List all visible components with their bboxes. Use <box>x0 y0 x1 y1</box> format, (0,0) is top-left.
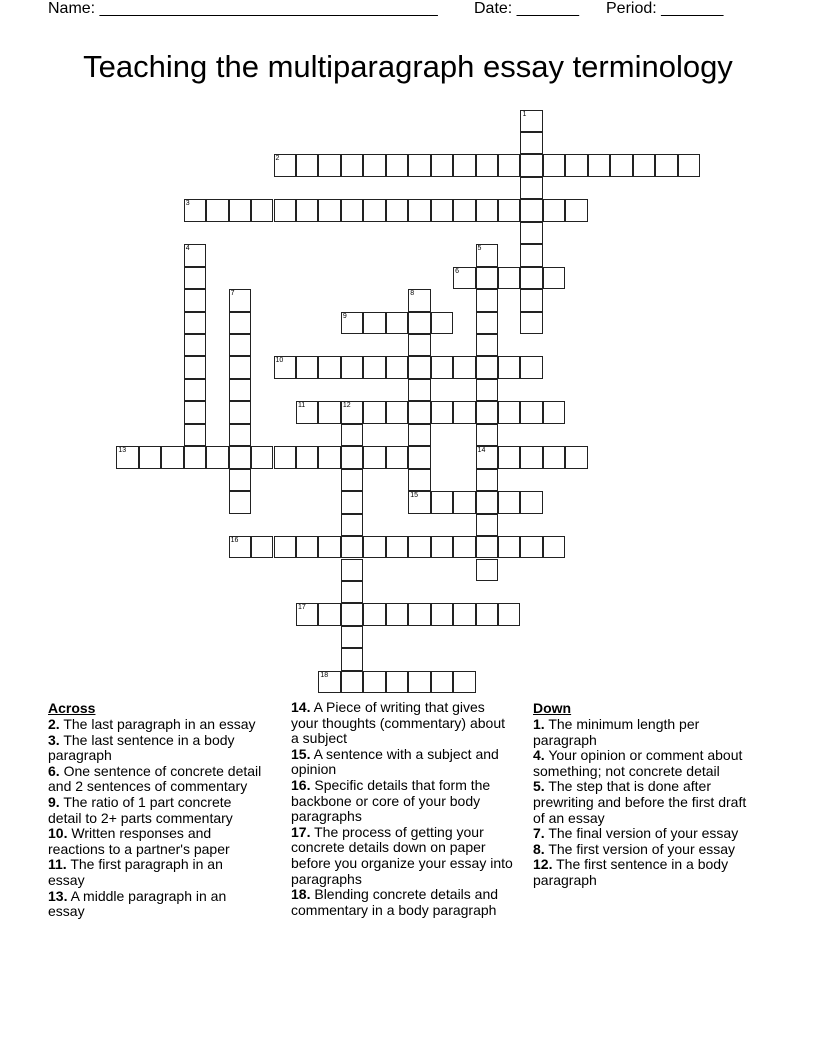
crossword-cell[interactable] <box>588 154 610 176</box>
across-clues <box>48 700 263 920</box>
crossword-cell[interactable] <box>498 267 520 289</box>
crossword-cell[interactable] <box>408 289 430 311</box>
crossword-cell[interactable] <box>318 154 340 176</box>
clue-number: 18 <box>320 671 329 679</box>
clue-text: Your opinion or comment about something; not concrete detail <box>533 747 743 779</box>
crossword-cell[interactable] <box>229 312 251 334</box>
crossword-cell[interactable] <box>386 671 408 693</box>
crossword-cell[interactable] <box>498 356 520 378</box>
crossword-cell[interactable] <box>565 154 587 176</box>
clue-text: Specific details that form the backbone or core of your body paragraphs <box>291 776 491 825</box>
clue-text: The ratio of 1 part concrete detail to 2+ parts commentary <box>48 793 233 826</box>
crossword-cell[interactable] <box>363 401 385 423</box>
crossword-cell[interactable] <box>476 379 498 401</box>
crossword-cell[interactable] <box>543 536 565 558</box>
crossword-cell[interactable] <box>408 491 430 513</box>
crossword-cell[interactable] <box>476 289 498 311</box>
crossword-cell[interactable] <box>229 334 251 356</box>
crossword-cell[interactable] <box>363 671 385 693</box>
crossword-cell[interactable] <box>184 356 206 378</box>
crossword-cell[interactable] <box>520 222 542 244</box>
clue-text: One sentence of concrete detail and 2 sentences of commentary <box>48 762 262 795</box>
crossword-cell[interactable] <box>408 356 430 378</box>
crossword-cell[interactable] <box>184 334 206 356</box>
crossword-cell[interactable] <box>274 446 296 468</box>
clue-text: The first paragraph in an essay <box>48 856 223 888</box>
crossword-cell[interactable] <box>476 603 498 625</box>
crossword-cell[interactable] <box>476 312 498 334</box>
crossword-cell[interactable] <box>453 536 475 558</box>
clue-item <box>533 748 755 779</box>
crossword-cell[interactable] <box>520 401 542 423</box>
clue-number-label: 13. <box>48 887 68 904</box>
crossword-cell[interactable] <box>498 199 520 221</box>
clue-number: 8 <box>410 290 415 298</box>
clue-number: 12 <box>342 402 351 410</box>
clue-item <box>533 842 755 858</box>
crossword-cell[interactable] <box>520 267 542 289</box>
clue-number-label: 8. <box>533 840 545 857</box>
clue-item <box>48 733 263 764</box>
crossword-cell[interactable] <box>296 199 318 221</box>
crossword-cell[interactable] <box>453 671 475 693</box>
period-field-label: Period: _______ <box>606 0 724 17</box>
crossword-cell[interactable] <box>274 199 296 221</box>
clue-number: 4 <box>185 245 190 253</box>
crossword-cell[interactable] <box>520 110 542 132</box>
clue-item <box>533 826 755 842</box>
crossword-cell[interactable] <box>341 626 363 648</box>
crossword-cell[interactable] <box>341 424 363 446</box>
crossword-cell[interactable] <box>341 536 363 558</box>
crossword-cell[interactable] <box>476 267 498 289</box>
crossword-cell[interactable] <box>184 267 206 289</box>
crossword-cell[interactable] <box>386 154 408 176</box>
crossword-cell[interactable] <box>565 199 587 221</box>
clue-number-label: 2. <box>48 716 60 732</box>
clue-text: The first version of your essay <box>544 840 736 857</box>
crossword-cell[interactable] <box>476 491 498 513</box>
crossword-cell[interactable] <box>476 401 498 423</box>
crossword-cell[interactable] <box>229 289 251 311</box>
clue-number-label: 18. <box>291 886 311 903</box>
clue-number: 7 <box>230 290 235 298</box>
crossword-cell[interactable] <box>251 536 273 558</box>
clue-number-label: 5. <box>533 778 545 795</box>
crossword-cell[interactable] <box>655 154 677 176</box>
across-clues-continued <box>291 700 513 918</box>
crossword-cell[interactable] <box>229 356 251 378</box>
crossword-cell[interactable] <box>341 559 363 581</box>
crossword-cell[interactable] <box>408 469 430 491</box>
crossword-cell[interactable] <box>520 244 542 266</box>
crossword-cell[interactable] <box>386 312 408 334</box>
crossword-cell[interactable] <box>206 199 228 221</box>
crossword-cell[interactable] <box>543 446 565 468</box>
crossword-cell[interactable] <box>476 199 498 221</box>
crossword-cell[interactable] <box>341 603 363 625</box>
clue-text: The process of getting your concrete details down on paper before you organize your essay into paragraphs <box>291 823 513 887</box>
crossword-cell[interactable] <box>476 446 498 468</box>
crossword-cell[interactable] <box>139 446 161 468</box>
clue-number-label: 6. <box>48 762 60 779</box>
crossword-cell[interactable] <box>431 671 453 693</box>
crossword-cell[interactable] <box>431 312 453 334</box>
crossword-cell[interactable] <box>498 446 520 468</box>
crossword-cell[interactable] <box>341 469 363 491</box>
clue-number-label: 3. <box>48 731 60 748</box>
clue-number: 2 <box>275 155 280 163</box>
clue-item <box>533 857 755 888</box>
crossword-cell[interactable] <box>296 446 318 468</box>
crossword-cell[interactable] <box>296 154 318 176</box>
crossword-cell[interactable] <box>520 132 542 154</box>
crossword-cell[interactable] <box>453 401 475 423</box>
crossword-cell[interactable] <box>229 469 251 491</box>
clue-number: 15 <box>410 492 418 500</box>
crossword-cell[interactable] <box>431 356 453 378</box>
crossword-cell[interactable] <box>431 536 453 558</box>
crossword-cell[interactable] <box>498 401 520 423</box>
clue-number: 6 <box>455 267 459 275</box>
clue-item <box>48 889 263 920</box>
clue-item <box>533 717 755 748</box>
crossword-cell[interactable] <box>678 154 700 176</box>
crossword-cell[interactable] <box>274 154 296 176</box>
crossword-cell[interactable] <box>206 446 228 468</box>
clue-item <box>291 825 513 887</box>
clue-text: Written responses and reactions to a partner's paper <box>48 825 230 857</box>
crossword-cell[interactable] <box>453 199 475 221</box>
clue-text: The first sentence in a body paragraph <box>533 856 729 888</box>
crossword-cell[interactable] <box>229 401 251 423</box>
crossword-cell[interactable] <box>229 491 251 513</box>
crossword-cell[interactable] <box>341 514 363 536</box>
clue-item <box>48 764 263 795</box>
clue-number: 16 <box>230 537 239 545</box>
crossword-cell[interactable] <box>296 401 318 423</box>
clue-number: 9 <box>342 312 347 320</box>
crossword-cell[interactable] <box>520 177 542 199</box>
crossword-cell[interactable] <box>498 154 520 176</box>
clue-number: 3 <box>185 200 190 208</box>
crossword-cell[interactable] <box>520 199 542 221</box>
clue-text: The last sentence in a body paragraph <box>48 731 235 764</box>
crossword-cell[interactable] <box>229 379 251 401</box>
clue-number: 17 <box>297 604 306 612</box>
crossword-cell[interactable] <box>543 199 565 221</box>
crossword-cell[interactable] <box>251 199 273 221</box>
crossword-cell[interactable] <box>184 401 206 423</box>
clue-number: 14 <box>477 447 486 455</box>
crossword-cell[interactable] <box>341 154 363 176</box>
crossword-cell[interactable] <box>476 356 498 378</box>
crossword-cell[interactable] <box>431 491 453 513</box>
crossword-cell[interactable] <box>453 356 475 378</box>
crossword-cell[interactable] <box>408 199 430 221</box>
across-clue-list <box>48 717 263 920</box>
clue-item <box>48 826 263 857</box>
crossword-cell[interactable] <box>408 401 430 423</box>
crossword-cell[interactable] <box>386 446 408 468</box>
crossword-cell[interactable] <box>341 199 363 221</box>
clue-text: The last paragraph in an essay <box>59 716 256 732</box>
crossword-cell[interactable] <box>386 401 408 423</box>
crossword-cell[interactable] <box>229 424 251 446</box>
crossword-cell[interactable] <box>408 312 430 334</box>
crossword-cell[interactable] <box>318 446 340 468</box>
across-heading: Across <box>48 700 96 716</box>
crossword-cell[interactable] <box>274 536 296 558</box>
crossword-cell[interactable] <box>318 671 340 693</box>
crossword-cell[interactable] <box>431 401 453 423</box>
crossword-cell[interactable] <box>386 536 408 558</box>
crossword-cell[interactable] <box>318 536 340 558</box>
crossword-cell[interactable] <box>363 446 385 468</box>
page-title: Teaching the multiparagraph essay terminology <box>83 49 733 84</box>
crossword-cell[interactable] <box>453 154 475 176</box>
crossword-cell[interactable] <box>341 446 363 468</box>
crossword-cell[interactable] <box>543 401 565 423</box>
crossword-cell[interactable] <box>476 424 498 446</box>
crossword-cell[interactable] <box>453 603 475 625</box>
crossword-cell[interactable] <box>453 267 475 289</box>
crossword-cell[interactable] <box>520 289 542 311</box>
crossword-cell[interactable] <box>520 446 542 468</box>
crossword-cell[interactable] <box>543 154 565 176</box>
crossword-cell[interactable] <box>520 356 542 378</box>
clue-number-label: 9. <box>48 793 60 810</box>
crossword-cell[interactable] <box>543 267 565 289</box>
clue-number: 1 <box>522 110 527 118</box>
crossword-cell[interactable] <box>408 379 430 401</box>
clue-number-label: 11. <box>48 856 67 873</box>
crossword-cell[interactable] <box>386 603 408 625</box>
crossword-cell[interactable] <box>184 199 206 221</box>
crossword-cell[interactable] <box>318 401 340 423</box>
down-heading: Down <box>533 700 572 716</box>
crossword-cell[interactable] <box>184 312 206 334</box>
crossword-cell[interactable] <box>341 401 363 423</box>
crossword-cell[interactable] <box>498 491 520 513</box>
crossword-cell[interactable] <box>229 536 251 558</box>
across-clue-list-continued <box>291 700 513 918</box>
crossword-cell[interactable] <box>318 603 340 625</box>
crossword-cell[interactable] <box>341 648 363 670</box>
crossword-cell[interactable] <box>296 536 318 558</box>
clue-item <box>291 700 513 747</box>
clue-number-label: 7. <box>533 825 545 842</box>
crossword-cell[interactable] <box>161 446 183 468</box>
crossword-cell[interactable] <box>431 154 453 176</box>
crossword-cell[interactable] <box>274 356 296 378</box>
crossword-cell[interactable] <box>341 581 363 603</box>
clue-number-label: 1. <box>533 716 545 732</box>
crossword-cell[interactable] <box>408 334 430 356</box>
crossword-cell[interactable] <box>476 536 498 558</box>
crossword-cell[interactable] <box>408 446 430 468</box>
crossword-cell[interactable] <box>296 356 318 378</box>
crossword-cell[interactable] <box>184 379 206 401</box>
crossword-cell[interactable] <box>408 154 430 176</box>
clue-number-label: 14. <box>291 699 311 715</box>
crossword-cell[interactable] <box>633 154 655 176</box>
crossword-cell[interactable] <box>476 559 498 581</box>
crossword-cell[interactable] <box>363 536 385 558</box>
clue-number: 11 <box>297 402 306 410</box>
clue-item <box>533 779 755 826</box>
crossword-cell[interactable] <box>520 312 542 334</box>
clue-number-label: 4. <box>533 747 545 764</box>
crossword-cell[interactable] <box>520 491 542 513</box>
name-field-label: Name: ______________________________________ <box>48 0 438 17</box>
clue-number: 5 <box>477 245 482 253</box>
down-clue-list <box>533 717 755 889</box>
down-clues <box>533 700 755 889</box>
crossword-cell[interactable] <box>363 154 385 176</box>
clue-text: Blending concrete details and commentary in a body paragraph <box>291 886 499 918</box>
crossword-cell[interactable] <box>408 671 430 693</box>
crossword-cell[interactable] <box>296 603 318 625</box>
clue-item <box>48 795 263 826</box>
crossword-cell[interactable] <box>184 446 206 468</box>
crossword-cell[interactable] <box>476 514 498 536</box>
crossword-cell[interactable] <box>229 199 251 221</box>
clue-text: The final version of your essay <box>544 825 739 842</box>
crossword-cell[interactable] <box>520 154 542 176</box>
clue-number-label: 12. <box>533 856 553 873</box>
clue-item <box>291 887 513 918</box>
clue-item <box>48 717 263 733</box>
crossword-cell[interactable] <box>565 446 587 468</box>
clue-item <box>48 857 263 888</box>
crossword-cell[interactable] <box>184 244 206 266</box>
crossword-cell[interactable] <box>476 469 498 491</box>
clue-number-label: 16. <box>291 776 311 793</box>
crossword-cell[interactable] <box>408 603 430 625</box>
crossword-cell[interactable] <box>520 536 542 558</box>
crossword-cell[interactable] <box>476 244 498 266</box>
crossword-cell[interactable] <box>476 334 498 356</box>
clue-item <box>291 747 513 778</box>
crossword-cell[interactable] <box>363 312 385 334</box>
crossword-cell[interactable] <box>251 446 273 468</box>
clue-number-label: 17. <box>291 823 311 840</box>
date-field-label: Date: _______ <box>474 0 579 17</box>
crossword-cell[interactable] <box>386 356 408 378</box>
crossword-cell[interactable] <box>341 671 363 693</box>
crossword-cell[interactable] <box>341 491 363 513</box>
crossword-cell[interactable] <box>363 603 385 625</box>
clue-number-label: 10. <box>48 825 68 842</box>
crossword-cell[interactable] <box>184 289 206 311</box>
crossword-cell[interactable] <box>184 424 206 446</box>
crossword-cell[interactable] <box>363 356 385 378</box>
crossword-cell[interactable] <box>318 356 340 378</box>
crossword-cell[interactable] <box>408 536 430 558</box>
crossword-cell[interactable] <box>386 199 408 221</box>
crossword-cell[interactable] <box>431 603 453 625</box>
clue-number: 13 <box>118 447 127 455</box>
crossword-cell[interactable] <box>610 154 632 176</box>
crossword-cell[interactable] <box>318 199 340 221</box>
crossword-cell[interactable] <box>341 356 363 378</box>
crossword-cell[interactable] <box>476 154 498 176</box>
clue-text: The minimum length per paragraph <box>533 716 700 748</box>
crossword-cell[interactable] <box>498 603 520 625</box>
crossword-cell[interactable] <box>363 199 385 221</box>
clue-text: A sentence with a subject and opinion <box>291 745 499 778</box>
crossword-cell[interactable] <box>229 446 251 468</box>
crossword-cell[interactable] <box>431 199 453 221</box>
crossword-cell[interactable] <box>116 446 138 468</box>
clue-item <box>291 778 513 825</box>
crossword-cell[interactable] <box>341 312 363 334</box>
clue-number-label: 15. <box>291 745 311 762</box>
crossword-cell[interactable] <box>453 491 475 513</box>
clue-text: A middle paragraph in an essay <box>48 887 227 920</box>
crossword-cell[interactable] <box>408 424 430 446</box>
crossword-cell[interactable] <box>498 536 520 558</box>
clue-text: The step that is done after prewriting and before the first draft of an essay <box>533 778 747 826</box>
clue-text: A Piece of writing that gives your thoughts (commentary) about a subject <box>291 699 505 747</box>
clue-number: 10 <box>275 357 284 365</box>
